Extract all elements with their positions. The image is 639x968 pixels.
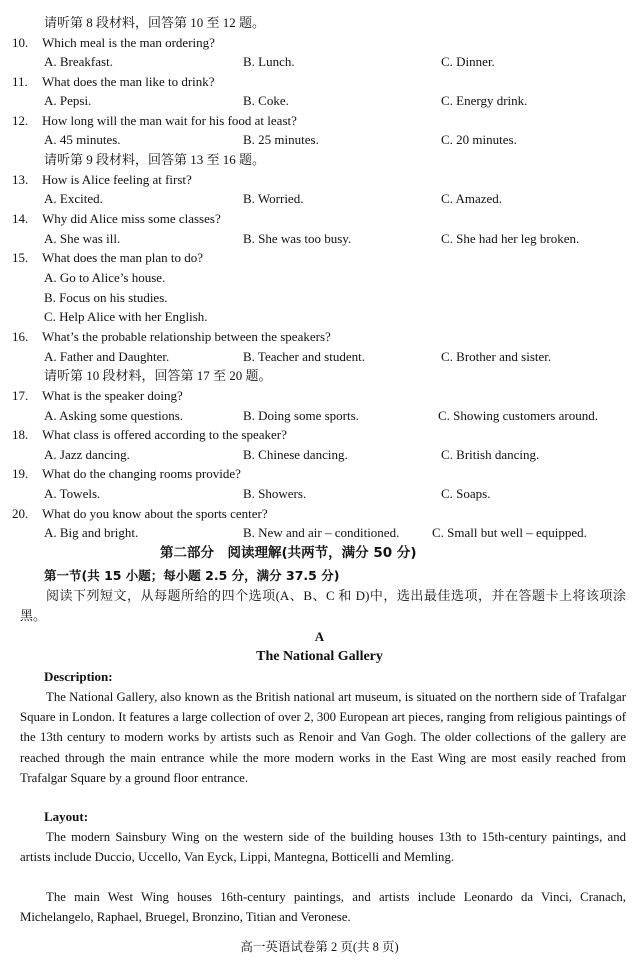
question-number: 10.: [12, 35, 29, 50]
option-a: A. Jazz dancing.: [44, 447, 130, 462]
option-b: B. New and air – conditioned.: [243, 525, 400, 540]
question-text: How is Alice feeling at first?: [42, 172, 192, 187]
question-text: Which meal is the man ordering?: [42, 35, 215, 50]
option-b: B. Focus on his studies.: [44, 290, 168, 305]
part-2-title: 第二部分 阅读理解(共两节，满分 50 分): [160, 545, 417, 561]
option-b: B. Doing some sports.: [243, 408, 359, 423]
option-c: C. Soaps.: [441, 486, 491, 501]
question-number: 17.: [12, 388, 29, 403]
option-a: A. Asking some questions.: [44, 408, 184, 423]
option-b: B. She was too busy.: [243, 231, 352, 246]
layout-paragraph-2: The main West Wing houses 16th-century paintings, and artists include Leonardo da Vinci, Cranach, Michelangelo, Raphael, Bruegel, Bronzino, Titian and Veronese.: [20, 890, 626, 925]
question-number: 16.: [12, 329, 29, 344]
option-b: B. Showers.: [243, 486, 307, 501]
option-c: C. Amazed.: [441, 191, 503, 206]
question-text: What does the man plan to do?: [42, 250, 204, 265]
option-c: C. Help Alice with her English.: [44, 309, 208, 324]
option-a: A. Go to Alice’s house.: [44, 270, 166, 285]
option-c: C. Showing customers around.: [438, 408, 598, 423]
option-a: A. Towels.: [44, 486, 101, 501]
option-a: A. Excited.: [44, 191, 103, 206]
option-a: A. Father and Daughter.: [44, 349, 170, 364]
option-c: C. She had her leg broken.: [441, 231, 580, 246]
question-number: 19.: [12, 466, 29, 481]
option-c: C. 20 minutes.: [441, 132, 517, 147]
passage-letter: A: [314, 629, 325, 644]
option-c: C. Energy drink.: [441, 93, 528, 108]
section-9-instruction: 请听第 9 段材料，回答第 13 至 16 题。: [44, 152, 266, 167]
question-text: What is the speaker doing?: [42, 388, 183, 403]
section-8-instruction: 请听第 8 段材料，回答第 10 至 12 题。: [44, 15, 266, 30]
option-a: A. Breakfast.: [44, 54, 113, 69]
option-b: B. Chinese dancing.: [243, 447, 348, 462]
description-label: Description:: [44, 669, 113, 684]
question-number: 18.: [12, 427, 29, 442]
question-number: 13.: [12, 172, 29, 187]
question-number: 14.: [12, 211, 29, 226]
option-a: A. 45 minutes.: [44, 132, 121, 147]
question-text: What does the man like to drink?: [42, 74, 215, 89]
question-text: What do the changing rooms provide?: [42, 466, 241, 481]
description-paragraph: The National Gallery, also known as the British national art museum, is situated on the northern side of Trafalgar Square in London. It features a large collection of over 2, 300 European art pieces, ranging from religious paintings of the 13th century to modern works by artists such as Renoir and Van Gogh. The older collections of the gallery are reached through the main entrance while the more modern works in the East Wing are most easily reached from Trafalgar Square by a ground floor entrance.: [20, 690, 626, 785]
option-c: C. British dancing.: [441, 447, 540, 462]
option-a: A. Pepsi.: [44, 93, 92, 108]
option-b: B. Teacher and student.: [243, 349, 365, 364]
option-a: A. She was ill.: [44, 231, 121, 246]
question-number: 11.: [12, 74, 28, 89]
question-text: Why did Alice miss some classes?: [42, 211, 221, 226]
question-text: How long will the man wait for his food at least?: [42, 113, 297, 128]
section-10-instruction: 请听第 10 段材料，回答第 17 至 20 题。: [44, 368, 272, 383]
question-text: What do you know about the sports center?: [42, 506, 268, 521]
question-number: 12.: [12, 113, 29, 128]
option-b: B. Coke.: [243, 93, 289, 108]
page-footer: 高一英语试卷第 2 页(共 8 页): [240, 940, 399, 954]
option-c: C. Small but well – equipped.: [432, 525, 587, 540]
option-c: C. Dinner.: [441, 54, 495, 69]
reading-instruction: 阅读下列短文，从每题所给的四个选项(A、B、C 和 D)中，选出最佳选项，并在答题卡上将该项涂黑。: [20, 588, 626, 624]
question-text: What’s the probable relationship between the speakers?: [42, 329, 331, 344]
option-b: B. Lunch.: [243, 54, 295, 69]
question-number: 20.: [12, 506, 29, 521]
option-b: B. Worried.: [243, 191, 304, 206]
question-number: 15.: [12, 250, 29, 265]
passage-title: The National Gallery: [256, 649, 383, 664]
layout-paragraph-1: The modern Sainsbury Wing on the western side of the building houses 13th to 15th-century paintings, and artists include Duccio, Uccello, Van Eyck, Lippi, Mantegna, Botticelli and Memling.: [20, 830, 626, 865]
section-1-heading: 第一节(共 15 小题；每小题 2.5 分，满分 37.5 分): [44, 568, 340, 583]
option-c: C. Brother and sister.: [441, 349, 552, 364]
layout-label: Layout:: [44, 809, 89, 824]
option-b: B. 25 minutes.: [243, 132, 319, 147]
option-a: A. Big and bright.: [44, 525, 139, 540]
question-text: What class is offered according to the speaker?: [42, 427, 287, 442]
